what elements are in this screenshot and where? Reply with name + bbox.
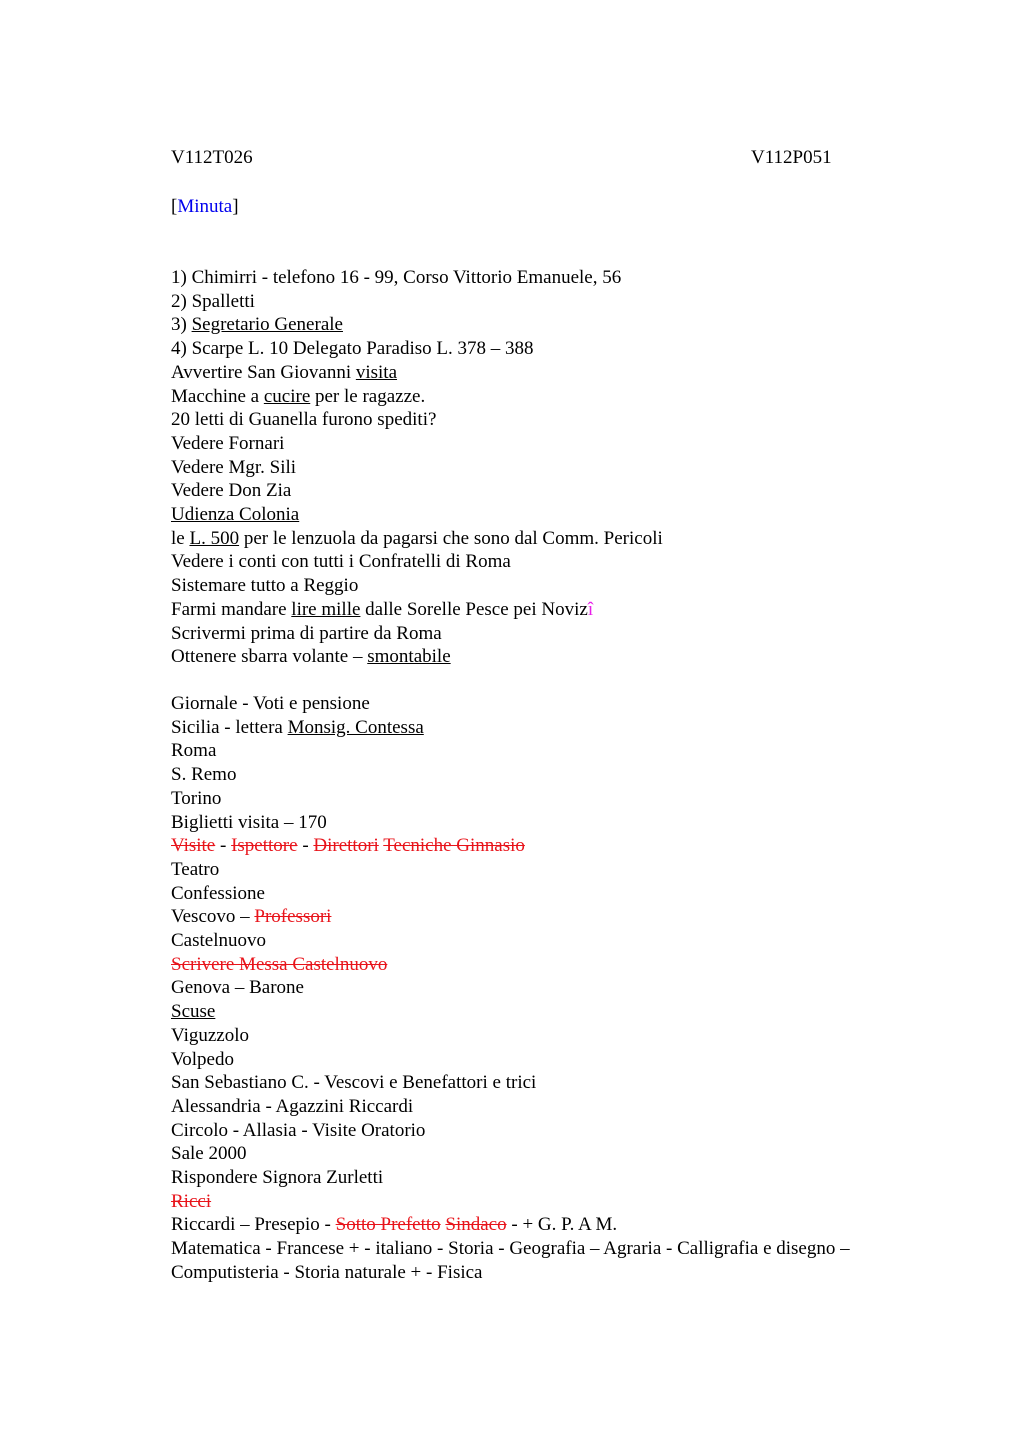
note-line [171, 1190, 931, 1214]
bracket-open: [ [171, 196, 178, 217]
note-line: San Sebastiano C. - Vescovi e Benefattori e trici [171, 1072, 537, 1094]
note-text: Vescovo – [171, 906, 255, 928]
note-line: 20 letti di Guanella furono spediti? [171, 409, 437, 431]
underlined-text: smontabile [367, 646, 451, 668]
note-text: per le lenzuola da pagarsi che sono dal Comm. Pericoli [239, 527, 663, 549]
note-text: Sicilia - lettera [171, 716, 288, 738]
note-line: Confessione [171, 882, 265, 904]
note-line: 2) Spalletti [171, 290, 255, 312]
underlined-text: Segretario Generale [191, 314, 343, 336]
note-text: Riccardi – Presepio - [171, 1214, 336, 1236]
note-line: 1) Chimirri - telefono 16 - 99, Corso Vittorio Emanuele, 56 [171, 267, 622, 288]
notes-block-2 [171, 692, 931, 1285]
note-text: per le ragazze. [310, 385, 426, 407]
note-text: Ottenere sbarra volante – [171, 646, 368, 668]
note-line: Scrivermi prima di partire da Roma [171, 622, 442, 644]
note-text: - + G. P. A M. [506, 1214, 618, 1236]
note-line: Roma [171, 740, 217, 762]
note-line: Matematica - Francese + - italiano - Storia - Geografia – Agraria - Calligrafia e disegno – [171, 1238, 850, 1260]
note-line: S. Remo [171, 764, 237, 786]
note-line: Biglietti visita – 170 [171, 811, 327, 833]
deleted-text: Sindaco [445, 1214, 507, 1236]
note-line: Alessandria - Agazzini Riccardi [171, 1095, 414, 1117]
note-line: Teatro [171, 858, 220, 880]
deleted-text: Scrivere Messa Castelnuovo [171, 953, 388, 975]
note-line: Vedere i conti con tutti i Confratelli di Roma [171, 551, 511, 573]
note-line: Vedere Don Zia [171, 480, 292, 502]
note-line [171, 1213, 931, 1237]
note-text: le [171, 527, 190, 549]
note-line [171, 953, 931, 977]
note-line: Sistemare tutto a Reggio [171, 575, 359, 597]
note-text: 3) [171, 314, 192, 336]
underlined-text: cucire [263, 385, 311, 407]
bracket-close: ] [232, 196, 239, 217]
note-line [171, 313, 931, 337]
minuta-label [171, 195, 239, 219]
note-line [171, 385, 931, 409]
note-line [171, 834, 931, 858]
underlined-text: visita [355, 361, 398, 383]
note-line [171, 527, 931, 551]
note-line: Circolo - Allasia - Visite Oratorio [171, 1119, 426, 1141]
underlined-text: L. 500 [189, 527, 240, 549]
deleted-text: Direttori [313, 835, 379, 857]
deleted-text: Ricci [171, 1190, 212, 1212]
note-line [171, 503, 931, 527]
deleted-text: Visite [171, 835, 216, 857]
note-line: Sale 2000 [171, 1143, 247, 1165]
note-line [171, 1000, 931, 1024]
minuta-link[interactable]: Minuta [177, 196, 233, 217]
note-text: Avvertire San Giovanni [171, 361, 356, 383]
note-line: Vedere Fornari [171, 432, 285, 454]
note-text: Farmi mandare [171, 598, 292, 620]
note-line: Giornale - Voti e pensione [171, 693, 370, 714]
note-line: Computisteria - Storia naturale + - Fisica [171, 1261, 483, 1283]
underlined-text: Scuse [171, 1001, 216, 1023]
deleted-text: Tecniche Ginnasio [383, 835, 525, 857]
underlined-text: Udienza Colonia [171, 504, 300, 526]
note-line: Viguzzolo [171, 1024, 250, 1046]
note-line: 4) Scarpe L. 10 Delegato Paradiso L. 378 – 388 [171, 338, 534, 360]
note-line: Torino [171, 787, 222, 809]
highlighted-char: î [587, 598, 594, 620]
note-line: Vedere Mgr. Sili [171, 456, 297, 478]
document-code-right: V112P051 [751, 147, 832, 168]
document-code-left: V112T026 [171, 147, 253, 168]
note-text: - [297, 835, 314, 857]
underlined-text: lire mille [291, 598, 361, 620]
deleted-text: Sotto Prefetto [335, 1214, 441, 1236]
note-line [171, 361, 931, 385]
note-text: dalle Sorelle Pesce pei Noviz [360, 598, 588, 620]
deleted-text: Ispettore [231, 835, 298, 857]
note-text: Macchine a [171, 385, 264, 407]
note-text: - [215, 835, 232, 857]
note-line: Genova – Barone [171, 977, 304, 999]
deleted-text: Professori [254, 906, 332, 928]
note-line: Volpedo [171, 1048, 234, 1070]
note-line: Castelnuovo [171, 930, 266, 952]
underlined-text: Monsig. Contessa [287, 716, 424, 738]
note-line [171, 716, 931, 740]
note-line [171, 598, 931, 622]
note-line: Rispondere Signora Zurletti [171, 1167, 384, 1189]
notes-block-1 [171, 266, 931, 669]
note-line [171, 905, 931, 929]
note-line [171, 645, 931, 669]
